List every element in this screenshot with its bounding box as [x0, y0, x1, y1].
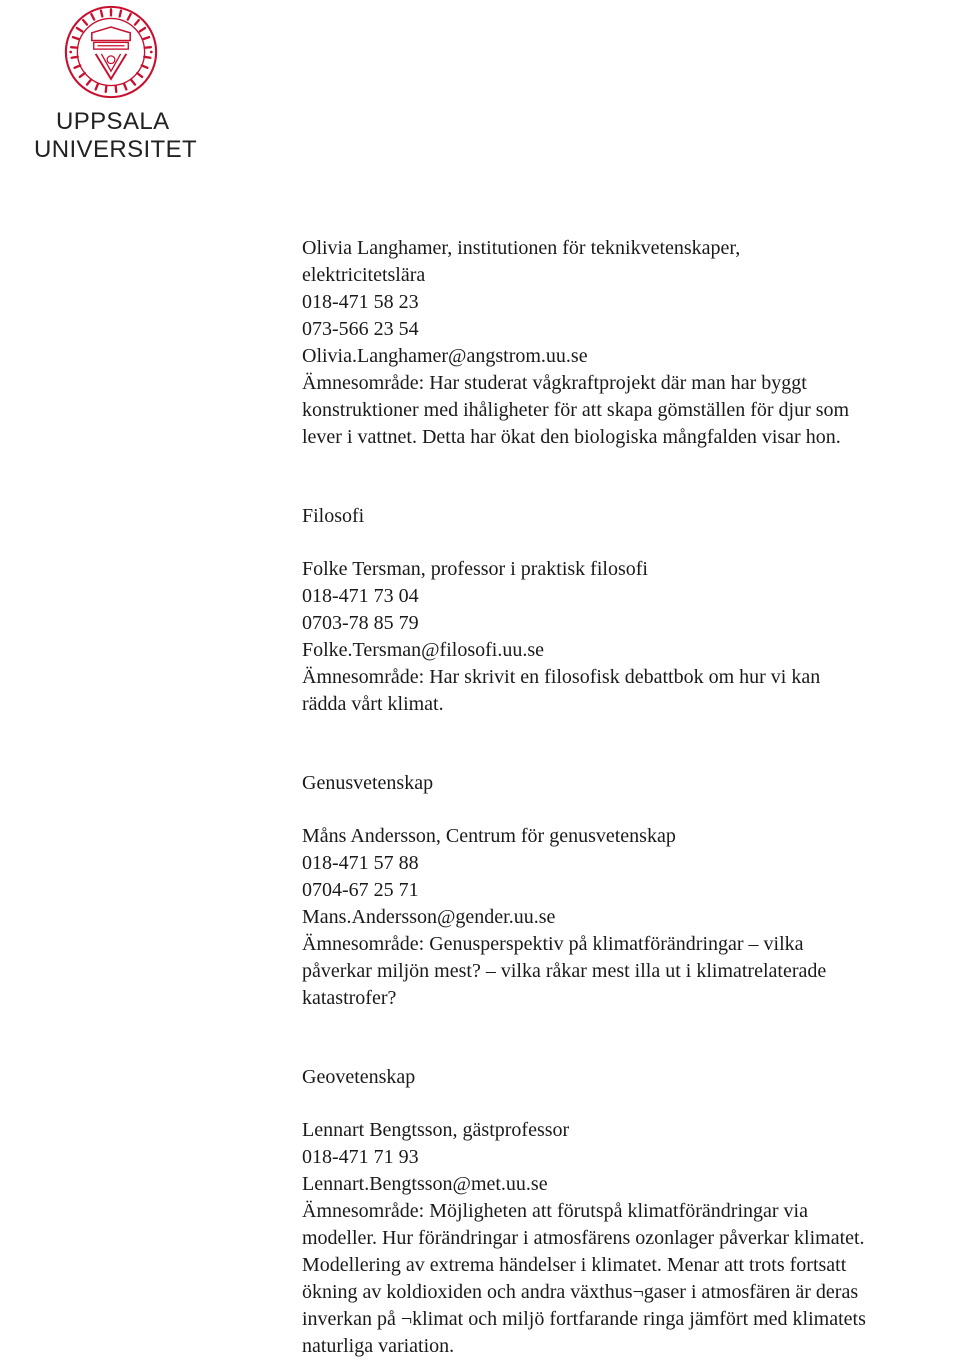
contact-subject-cont: påverkar miljön mest? – vilka råkar mest illa ut i klimatrelaterade [302, 960, 827, 982]
contact-subject-cont: konstruktioner med ihåligheter för att skapa gömställen för djur som [302, 399, 850, 421]
contact-email: Folke.Tersman@filosofi.uu.se [302, 639, 544, 661]
section-heading-geovetenskap: Geovetenskap [302, 1066, 416, 1088]
contact-mobile: 0703-78 85 79 [302, 612, 419, 634]
contact-subject: Ämnesområde: Genusperspektiv på klimatförändringar – vilka [302, 933, 804, 955]
contact-phone: 018-471 57 88 [302, 852, 419, 874]
section-heading-genusvetenskap: Genusvetenskap [302, 772, 434, 794]
contact-department: elektricitetslära [302, 264, 426, 286]
contact-subject-cont: katastrofer? [302, 987, 397, 1009]
contact-entry-tersman [302, 503, 957, 718]
contact-name: Måns Andersson, Centrum för genusvetenskap [302, 825, 676, 847]
contact-phone: 018-471 58 23 [302, 291, 419, 313]
contact-subject: Ämnesområde: Har studerat vågkraftprojekt där man har byggt [302, 372, 807, 394]
university-logo [30, 4, 198, 164]
logo-wordmark-line2: UNIVERSITET [34, 136, 198, 163]
contact-phone: 018-471 73 04 [302, 585, 419, 607]
contact-mobile: 073-566 23 54 [302, 318, 419, 340]
contact-entry-andersson [302, 770, 957, 1012]
contact-entry-langhamer [302, 235, 957, 451]
section-heading-filosofi: Filosofi [302, 505, 365, 527]
logo-wordmark-line1: UPPSALA [56, 108, 170, 135]
contact-list [302, 235, 957, 1360]
contact-name: Folke Tersman, professor i praktisk filosofi [302, 558, 648, 580]
contact-subject-cont: ökning av koldioxiden och andra växthus¬gaser i atmosfären är deras [302, 1281, 859, 1303]
contact-email: Mans.Andersson@gender.uu.se [302, 906, 556, 928]
contact-name: Olivia Langhamer, institutionen för teknikvetenskaper, [302, 237, 741, 259]
contact-entry-bengtsson [302, 1064, 957, 1360]
contact-mobile: 0704-67 25 71 [302, 879, 419, 901]
contact-name: Lennart Bengtsson, gästprofessor [302, 1119, 570, 1141]
contact-subject: Ämnesområde: Möjligheten att förutspå klimatförändringar via [302, 1200, 808, 1222]
contact-subject-cont: inverkan på ¬klimat och miljö fortfarande ringa jämfört med klimatets [302, 1308, 866, 1330]
contact-subject: Ämnesområde: Har skrivit en filosofisk debattbok om hur vi kan [302, 666, 821, 688]
contact-subject-cont: rädda vårt klimat. [302, 693, 444, 715]
contact-subject-cont: modeller. Hur förändringar i atmosfärens ozonlager påverkar klimatet. [302, 1227, 865, 1249]
contact-subject-cont: lever i vattnet. Detta har ökat den biologiska mångfalden visar hon. [302, 426, 841, 448]
contact-phone: 018-471 71 93 [302, 1146, 419, 1168]
contact-email: Lennart.Bengtsson@met.uu.se [302, 1173, 548, 1195]
contact-subject-cont: naturliga variation. [302, 1335, 455, 1357]
contact-subject-cont: Modellering av extrema händelser i klimatet. Menar att trots fortsatt [302, 1254, 847, 1276]
university-seal-icon [63, 4, 159, 100]
contact-email: Olivia.Langhamer@angstrom.uu.se [302, 345, 588, 367]
